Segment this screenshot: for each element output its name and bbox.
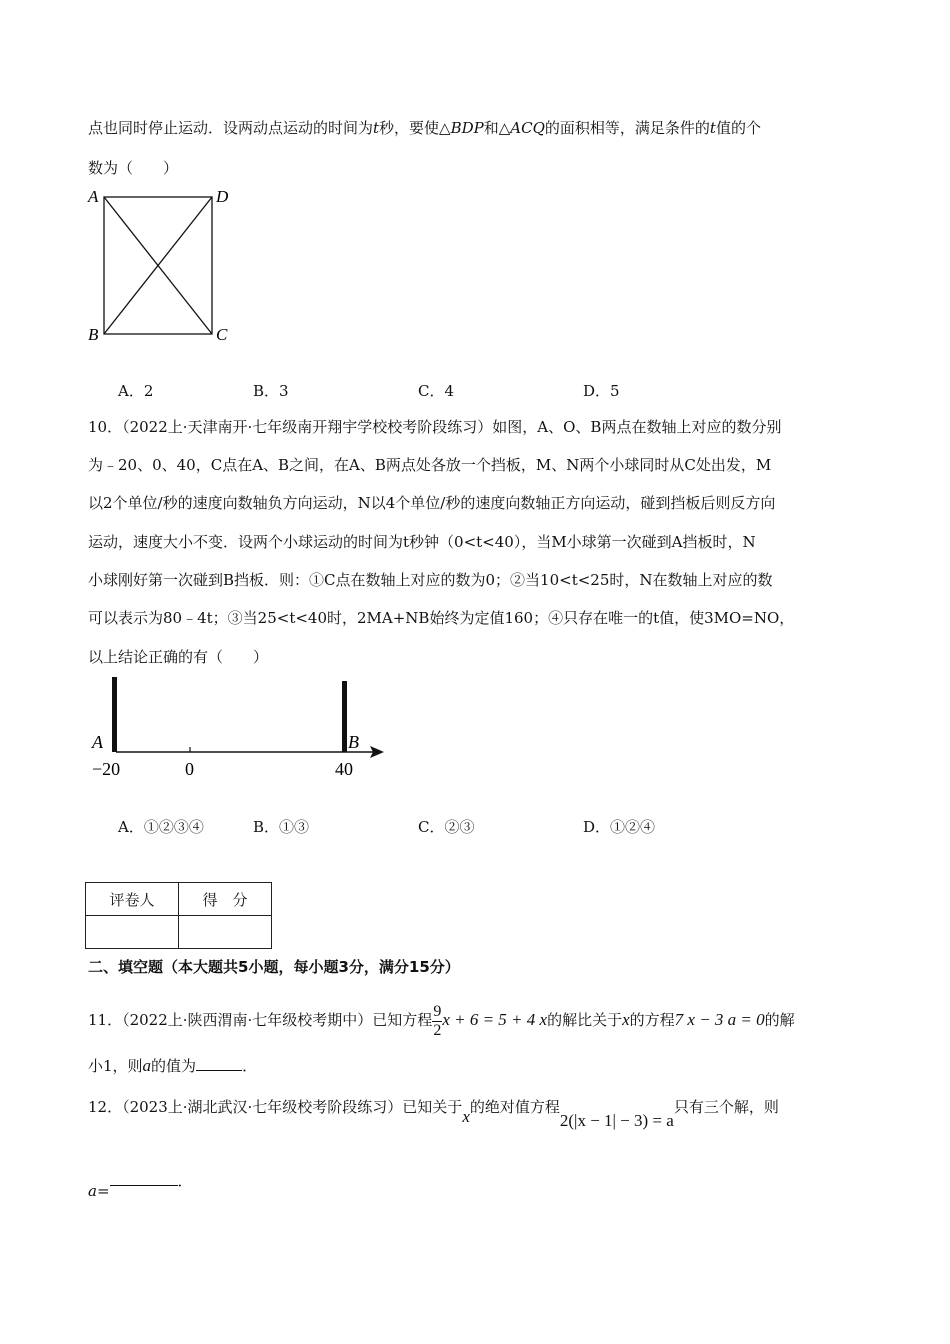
text: 值的个 — [715, 119, 761, 137]
var-a: a — [142, 1056, 152, 1075]
tick-label-40: 40 — [335, 759, 353, 779]
q11-line-1 — [88, 1000, 795, 1040]
q10-option-d[interactable]: D．①②④ — [583, 818, 656, 836]
triangle-acq: ACQ — [510, 119, 545, 137]
board-a — [112, 677, 117, 752]
q10-number-line-figure — [86, 674, 396, 784]
q10-option-c[interactable]: C．②③ — [418, 818, 475, 836]
equation-abs: 2(|x − 1| − 3) = a — [559, 1111, 674, 1130]
text: 的解比关于 — [547, 1011, 623, 1029]
text: 12．（2023上·湖北武汉·七年级校考阶段练习）已知关于 — [88, 1098, 463, 1116]
label-c: C — [216, 325, 228, 344]
q9-rectangle-figure — [84, 184, 244, 349]
grader-cell[interactable] — [86, 916, 179, 949]
text: 的方程 — [629, 1011, 675, 1029]
triangle-bdp: BDP — [450, 119, 484, 137]
label-b: B — [88, 325, 99, 344]
q10-options — [118, 816, 678, 840]
q10-line-7: 以上结论正确的有（ ） — [88, 648, 269, 666]
equation-1: x + 6 = 5 + 4 x — [442, 1010, 548, 1029]
text: 秒，要使△ — [379, 119, 451, 137]
q9-option-d[interactable]: D．5 — [583, 382, 620, 400]
score-cell[interactable] — [179, 916, 272, 949]
q10-option-b[interactable]: B．①③ — [253, 818, 310, 836]
answer-blank[interactable] — [196, 1070, 242, 1071]
frac-denominator: 2 — [433, 1021, 442, 1039]
q9-option-a[interactable]: A．2 — [118, 382, 154, 400]
q9-line-2: 数为（ ） — [88, 159, 179, 177]
label-d: D — [216, 187, 229, 206]
board-b — [342, 681, 347, 752]
var-x: x — [622, 1010, 630, 1029]
label-a: A — [92, 732, 103, 752]
text: 小1，则 — [88, 1057, 143, 1075]
answer-blank[interactable] — [110, 1185, 178, 1186]
q10-line-4: 运动，速度大小不变．设两个小球运动的时间为t秒钟（0<t<40），当M小球第一次碰到A挡板时，N — [88, 533, 756, 551]
q9-options — [118, 380, 678, 404]
q10-line-2: 为﹣20、0、40，C点在A、B之间，在A、B两点处各放一个挡板，M、N两个小球同时从C处出发，M — [88, 456, 772, 474]
text: 点也同时停止运动．设两动点运动的时间为 — [88, 119, 374, 137]
text: a= — [88, 1182, 110, 1200]
q12-line-1 — [88, 1096, 779, 1130]
frac-numerator: 9 — [433, 1002, 442, 1020]
text: 只有三个解，则 — [673, 1098, 779, 1116]
q11-line-2 — [88, 1055, 257, 1076]
text: 11．（2022上·陕西渭南·七年级校考期中）已知方程 — [88, 1011, 433, 1029]
tick-label-0: 0 — [185, 759, 194, 779]
text: 的面积相等，满足条件的 — [544, 119, 710, 137]
text: 的值为 — [151, 1057, 197, 1075]
fraction-9-2 — [432, 1003, 442, 1040]
var-t: t — [373, 119, 380, 137]
equation-2: 7 x − 3 a = 0 — [674, 1010, 765, 1029]
section-2-heading: 二、填空题（本大题共5小题，每小题3分，满分15分） — [88, 958, 460, 976]
var-x: x — [462, 1107, 470, 1126]
label-b: B — [348, 732, 359, 752]
text: ． — [242, 1057, 258, 1075]
q9-option-b[interactable]: B．3 — [253, 382, 289, 400]
q10-line-1: 10．（2022上·天津南开·七年级南开翔宇学校校考阶段练习）如图，A、O、B两点在数轴上对应的数分别 — [88, 418, 782, 436]
text: 的绝对值方程 — [469, 1098, 560, 1116]
q9-option-c[interactable]: C．4 — [418, 382, 455, 400]
q10-option-a[interactable]: A．①②③④ — [118, 818, 204, 836]
var-t: t — [709, 119, 716, 137]
q9-line-1 — [88, 117, 761, 138]
text: ． — [177, 1172, 193, 1190]
text: 和△ — [483, 119, 511, 137]
label-a: A — [88, 187, 99, 206]
q10-line-6: 可以表示为80﹣4t；③当25<t<40时，2MA+NB始终为定值160；④只存在唯一的t值，使3MO=NO， — [88, 609, 795, 627]
q10-line-5: 小球刚好第一次碰到B挡板．则：①C点在数轴上对应的数为0；②当10<t<25时，N在数轴上对应的数 — [88, 571, 773, 589]
score-table — [85, 882, 272, 949]
tick-label-minus20: −20 — [92, 759, 121, 779]
text: 的解 — [764, 1011, 795, 1029]
header-score: 得 分 — [179, 883, 272, 916]
header-grader: 评卷人 — [86, 883, 179, 916]
q12-line-2 — [88, 1172, 193, 1201]
q10-line-3: 以2个单位/秒的速度向数轴负方向运动，N以4个单位/秒的速度向数轴正方向运动，碰到挡板后则反方向 — [88, 494, 776, 512]
